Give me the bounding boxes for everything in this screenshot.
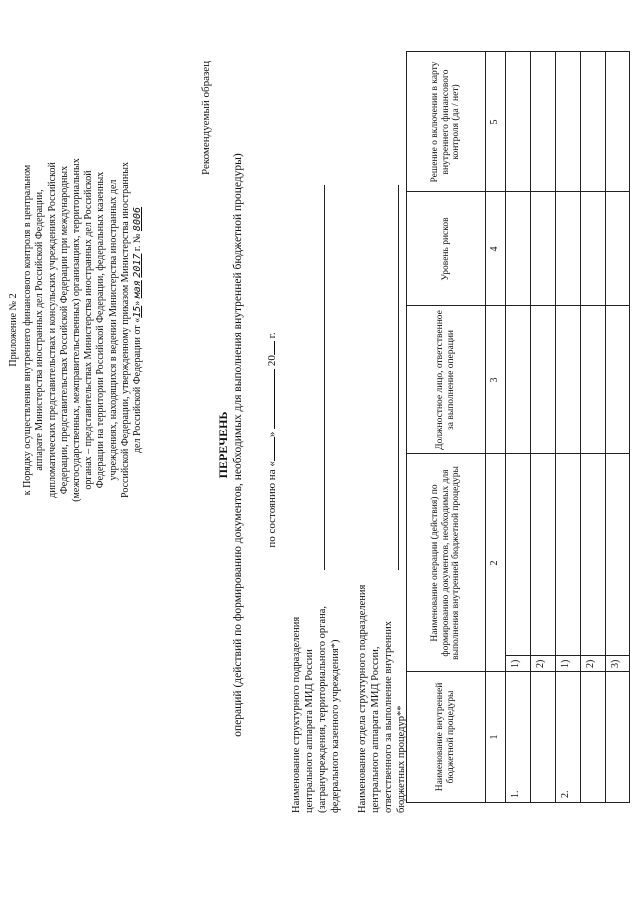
operation-number: 3): [610, 659, 621, 668]
column-divider: [407, 671, 629, 672]
order-year: 2017: [131, 253, 143, 278]
row-divider: [485, 52, 486, 802]
order-reference: [132, 95, 144, 565]
sub-column-divider: [505, 655, 629, 656]
month-blank: [264, 369, 275, 429]
column-divider: [407, 305, 629, 306]
sample-label: Рекомендуемый образец: [200, 60, 212, 175]
row-divider: [580, 52, 581, 802]
order-day: 15: [131, 305, 143, 318]
appendix-line-7: учреждениях, находящихся в ведении Министерства иностранных дел: [107, 179, 119, 481]
day-blank: [264, 437, 275, 461]
header-risk-level: Уровень рисков: [440, 217, 451, 281]
as-of-year-prefix: 20: [266, 355, 278, 367]
as-of-prefix: по состоянию на «: [266, 461, 278, 548]
order-no-label: г. №: [131, 233, 143, 252]
page-title: ПЕРЕЧЕНЬ: [216, 411, 230, 479]
operation-number: 2): [585, 659, 596, 668]
procedure-number: 2.: [560, 790, 571, 798]
column-number-3: 3: [489, 377, 500, 383]
appendix-line-4: (межгосударственных, межправительственных) организациях, территориальных: [70, 158, 82, 502]
order-number: 8006: [131, 206, 143, 232]
as-of-mid: »: [266, 431, 278, 438]
row-divider: [530, 52, 531, 802]
header-operation-name: Наименование операции (действия) по формированию документов, необходимых для выполнения внутренней бюджетной процедуры: [429, 466, 462, 660]
operation-number: 1): [510, 659, 521, 668]
operation-number: 2): [535, 659, 546, 668]
order-prefix: дел Российской Федерации от «: [131, 317, 143, 454]
column-divider: [407, 191, 629, 192]
section-name-field-line: [398, 185, 399, 570]
appendix-line-5: органах – представительствах Министерства иностранных дел Российской: [83, 170, 95, 490]
appendix-number: Приложение № 2: [8, 293, 19, 367]
year-blank: [264, 341, 275, 355]
row-divider: [605, 52, 606, 802]
section-name-label: Наименование отдела структурного подразделения центрального аппарата МИД России, ответственного за выполнение внутренних бюджетных процедур**: [357, 584, 408, 813]
appendix-line-2: дипломатических представительствах и консульских учреждениях Российской: [46, 162, 58, 498]
header-control-map-decision: Решение о включении в карту внутреннего финансового контроля (да / нет): [429, 61, 462, 183]
order-month: мая: [131, 280, 143, 299]
operations-table: [406, 51, 630, 803]
header-responsible-official: Должностное лицо, ответственное за выполнение операции: [435, 310, 456, 450]
department-name-label: Наименование структурного подразделения центрального аппарата МИД России (загранучреждения, территориального органа, федерального казенного учреждения*): [291, 605, 342, 813]
column-number-1: 1: [489, 734, 500, 740]
appendix-line-3: Федерации, представительствах Российской Федерации при международных: [58, 165, 70, 495]
column-number-5: 5: [489, 119, 500, 125]
as-of-suffix: г.: [266, 332, 278, 339]
order-mid: »: [131, 300, 143, 306]
appendix-line-0: к Порядку осуществления внутреннего финансового контроля в центральном: [22, 164, 34, 496]
column-divider: [407, 453, 629, 454]
appendix-header: [8, 95, 144, 565]
row-divider: [555, 52, 556, 802]
as-of-date-line: [264, 275, 279, 605]
column-number-4: 4: [489, 246, 500, 252]
page-subtitle: операций (действий по формированию документов, необходимых для выполнения внутренней бюджетной процедуры): [232, 153, 244, 737]
appendix-line-8: Российской Федерации, утвержденному приказом Министерства иностранных: [119, 162, 131, 498]
column-number-2: 2: [489, 560, 500, 566]
operation-number: 1): [560, 659, 571, 668]
procedure-number: 1.: [510, 790, 521, 798]
row-divider: [505, 52, 506, 802]
department-name-field-line: [324, 185, 325, 570]
appendix-line-1: аппарате Министерства иностранных дел Российской Федерации,: [34, 189, 46, 471]
appendix-line-6: Федерации на территории Российской Федерации, федеральных казенных: [95, 171, 107, 489]
header-procedure-name: Наименование внутренней бюджетной процедуры: [435, 682, 456, 792]
